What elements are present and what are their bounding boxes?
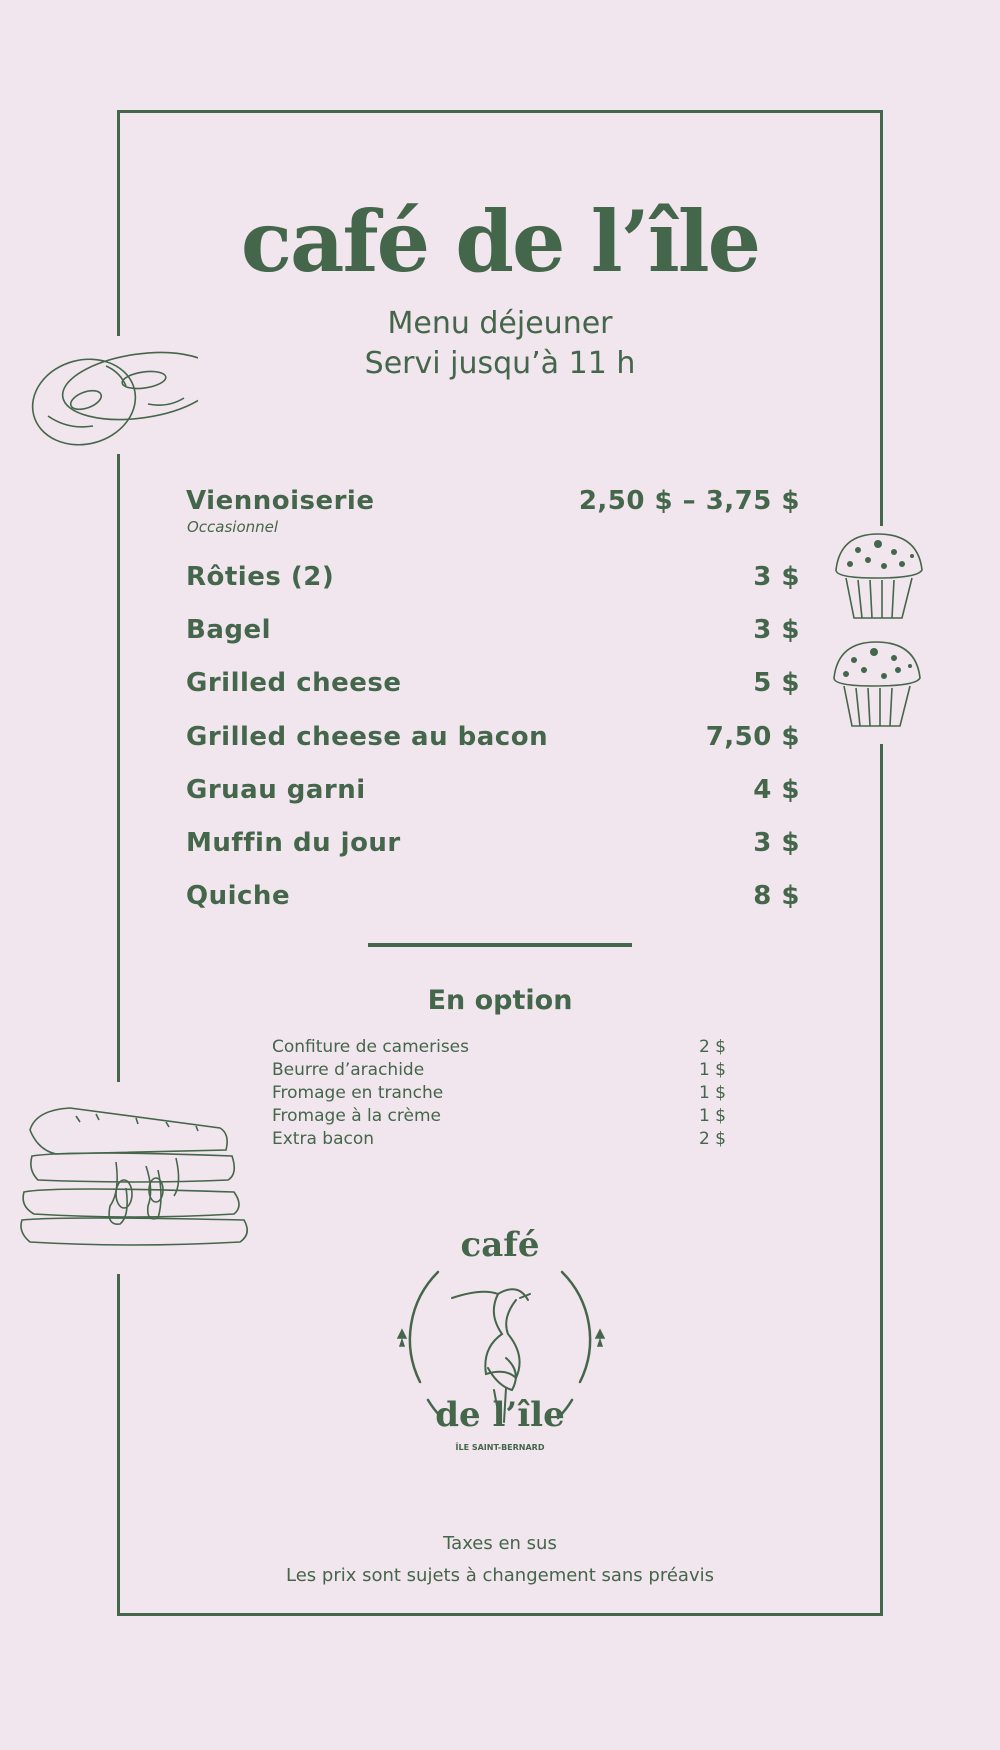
menu-item (186, 615, 800, 655)
item-name: Grilled cheese au bacon (186, 722, 549, 752)
footer-taxes: Taxes en sus (443, 1533, 557, 1554)
option-name: Confiture de camerises (272, 1037, 469, 1057)
item-name: Viennoiserie (186, 486, 375, 516)
item-name: Muffin du jour (186, 828, 401, 858)
logo-location-text: ÎLE SAINT-BERNARD (455, 1443, 545, 1452)
options-title: En option (427, 985, 573, 1016)
menu-item (186, 775, 800, 815)
item-price: 3 $ (753, 562, 800, 592)
served-until: Servi jusqu’à 11 h (364, 346, 636, 381)
menu-item (186, 828, 800, 868)
page-title: café de l’île (240, 192, 760, 291)
item-note: Occasionnel (187, 518, 279, 536)
menu-item (186, 486, 800, 536)
item-name: Bagel (186, 615, 272, 645)
item-price: 2,50 $ – 3,75 $ (578, 486, 800, 516)
option-item (272, 1060, 726, 1082)
logo-bottom-text: de l’île (435, 1395, 565, 1435)
option-name: Fromage à la crème (272, 1106, 441, 1126)
item-price: 8 $ (753, 881, 800, 911)
section-divider (368, 943, 632, 947)
item-name: Grilled cheese (186, 668, 402, 698)
menu-subtitle: Menu déjeuner (387, 306, 613, 341)
item-name: Gruau garni (186, 775, 366, 805)
option-item (272, 1129, 726, 1151)
footer-disclaimer: Les prix sont sujets à changement sans préavis (286, 1565, 714, 1586)
item-price: 3 $ (753, 828, 800, 858)
option-price: 2 $ (698, 1037, 726, 1057)
option-price: 1 $ (698, 1083, 726, 1103)
item-price: 7,50 $ (705, 722, 800, 752)
option-price: 2 $ (698, 1129, 726, 1149)
menu-item (186, 722, 800, 762)
option-name: Beurre d’arachide (272, 1060, 425, 1080)
menu-item (186, 668, 800, 708)
grilled-cheese-illustration (16, 1096, 260, 1260)
item-price: 5 $ (753, 668, 800, 698)
menu-item (186, 881, 800, 921)
logo-top-text: café (460, 1225, 540, 1265)
muffin-illustration (826, 640, 926, 732)
option-price: 1 $ (698, 1060, 726, 1080)
option-item (272, 1083, 726, 1105)
option-price: 1 $ (698, 1106, 726, 1126)
muffin-illustration (828, 532, 928, 624)
option-name: Fromage en tranche (272, 1083, 444, 1103)
item-name: Rôties (2) (186, 562, 335, 592)
cafe-logo (380, 1222, 620, 1478)
bagel-illustration (28, 346, 198, 456)
menu-item (186, 562, 800, 602)
option-item (272, 1106, 726, 1128)
item-price: 3 $ (753, 615, 800, 645)
option-name: Extra bacon (272, 1129, 375, 1149)
option-item (272, 1037, 726, 1059)
item-price: 4 $ (753, 775, 800, 805)
item-name: Quiche (186, 881, 291, 911)
